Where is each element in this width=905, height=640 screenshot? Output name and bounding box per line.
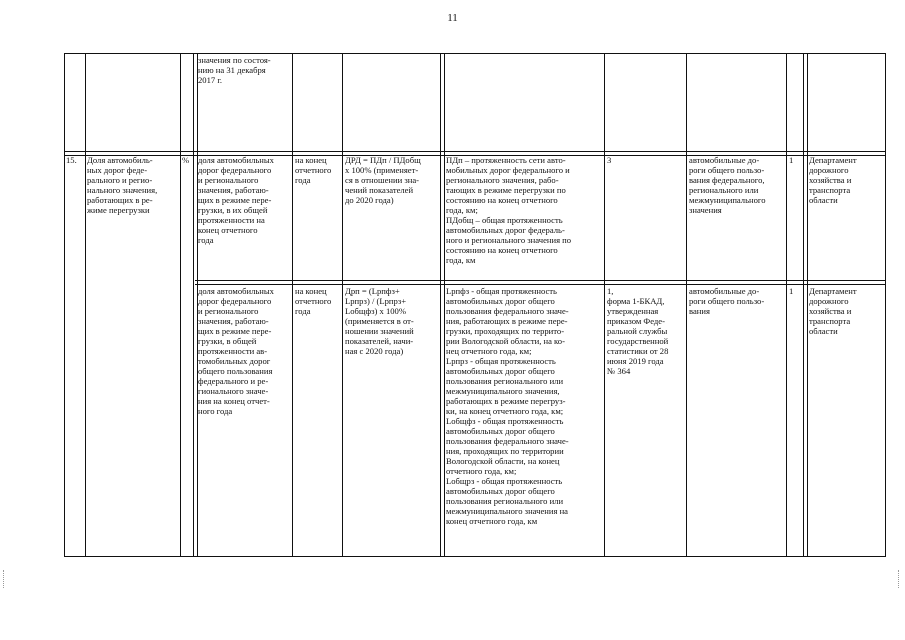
- column-border: [803, 53, 808, 557]
- column-border: [64, 53, 65, 557]
- scan-edge-mark: [898, 570, 900, 588]
- indicator-unit: %: [182, 155, 190, 165]
- column-border: [85, 53, 86, 557]
- code-cell: 1: [789, 155, 794, 165]
- variables-cell: Lрпфз - общая протяженность автомобильных дорог общего пользования федерального значе- ния, работающих в режиме пере- грузки, проходящих по террито- рии Вологодской области, на ко- нец отчетного года, км; Lрпрз - общая протяженность автомобильных дорог общего пользования регионального или межмуниципального значения, работающих в режиме перегруз- ки, на конец отчетного года, км; Lобщфз - общая протяженность автомобильных дорог общего пользования федерального значе- ния, проходящих по территории Вологодской области, на конец отчетного года, км; Lобщрз - общая протяженность автомобильных дорог общего пользования регионального или межмуниципального значения на конец отчетного года, км: [446, 286, 569, 526]
- column-border: [885, 53, 886, 557]
- column-border: [342, 53, 343, 557]
- column-border: [440, 53, 445, 557]
- formula-cell: Дрп = (Lрпфз+ Lрпрз) / (Lрпрз+ Lобщфз) x 100% (применяется в от- ношении значений показателей, начи- ная с 2020 года): [345, 286, 414, 356]
- column-border: [604, 53, 605, 557]
- table-bottom-border: [64, 556, 885, 557]
- indicator-number: 15.: [66, 155, 77, 165]
- definition-cell: доля автомобильных дорог федерального и регионального значения, работаю- щих в режиме пере- грузки, в их общей протяженности на конец отчетного года: [198, 155, 274, 245]
- responsible-cell: Департамент дорожного хозяйства и транспорта области: [809, 286, 857, 336]
- period-cell: на конец отчетного года: [295, 286, 332, 316]
- variables-cell: ПДп – протяженность сети авто- мобильных дорог федерального и регионального значения, рабо- тающих в режиме перегрузки по состоянию на конец отчетного года, км; ПДобщ – общая протяженность автомобильных дорог федераль- ного и регионального значения по состоянию на конец отчетного года, км: [446, 155, 572, 265]
- source-cell: 3: [607, 155, 612, 165]
- coverage-cell: автомобильные до- роги общего пользо- вания: [689, 286, 765, 316]
- responsible-cell: Департамент дорожного хозяйства и транспорта области: [809, 155, 857, 205]
- column-border: [686, 53, 687, 557]
- period-cell: на конец отчетного года: [295, 155, 332, 185]
- column-border: [292, 53, 293, 557]
- code-cell: 1: [789, 286, 794, 296]
- formula-cell: ДРД = ПДп / ПДобщ x 100% (применяет- ся в отношении зна- чений показателей до 2020 года): [345, 155, 421, 205]
- coverage-cell: автомобильные до- роги общего пользо- вания федерального, регионального или межмуниципального значения: [689, 155, 766, 215]
- table-top-border: [64, 53, 885, 54]
- indicator-name: Доля автомобиль- ных дорог феде- рального и регио- нального значения, работающих в ре- жиме перегрузки: [87, 155, 158, 215]
- column-border: [180, 53, 181, 557]
- subrow-separator: [195, 280, 885, 285]
- source-cell: 1, форма 1-БКАД, утвержденная приказом Феде- ральной службы государственной статистики от 28 июня 2019 года № 364: [607, 286, 669, 376]
- scan-edge-mark: [3, 570, 5, 588]
- definition-cell: доля автомобильных дорог федерального и регионального значения, работаю- щих в режиме пере- грузки, в общей протяженности ав- томобильных дорог общего пользования федерального и ре- гионального значе- ния на конец отчет- ного года: [198, 286, 274, 416]
- criterion-continuation-text: значения по состоя- нию на 31 декабря 2017 г.: [198, 55, 271, 85]
- column-border: [786, 53, 787, 557]
- page-number: 11: [447, 12, 458, 24]
